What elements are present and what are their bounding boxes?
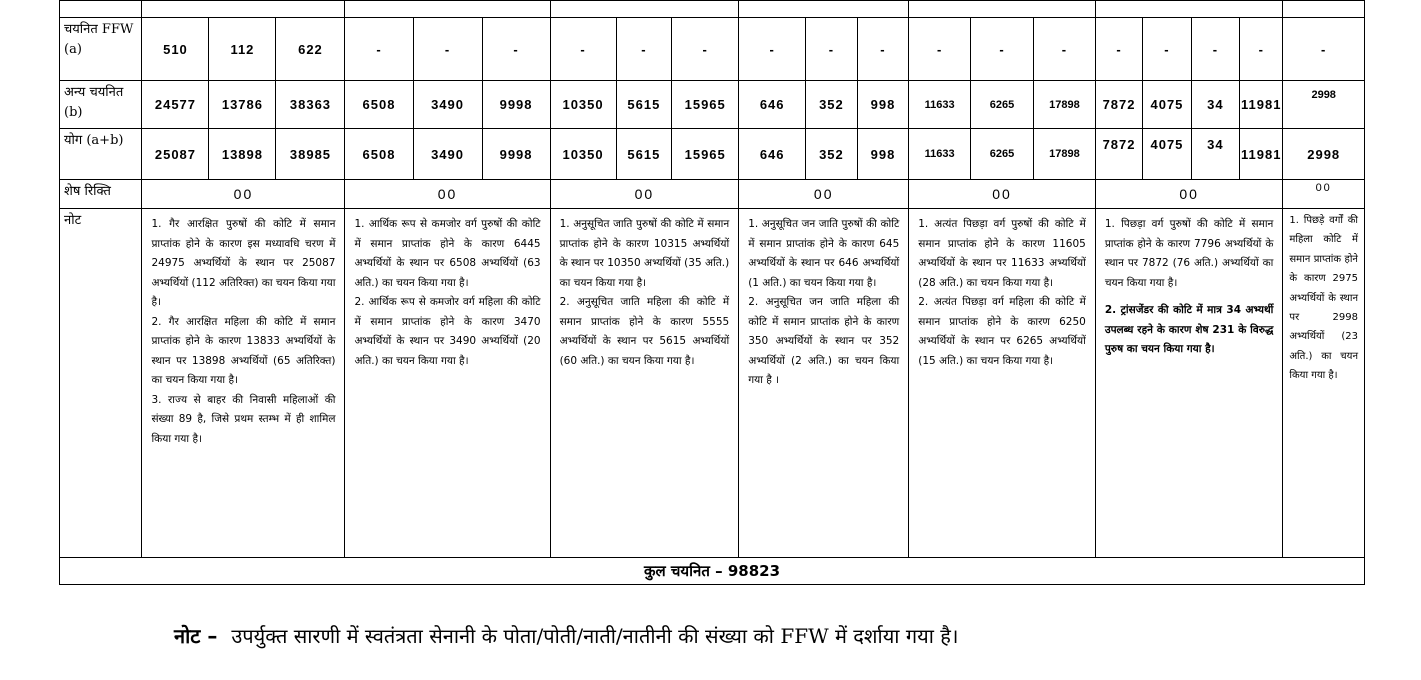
note-item-transgender: 2. ट्रांसजेंडर की कोटि में मात्र 34 अभ्यर्थी उपलब्ध रहने के कारण शेष 231 के विरुद्ध पुरुष का चयन किया गया है। [1104,304,1274,355]
row-grand-total [60,558,1365,585]
note-item: 1. अनुसूचित जन जाति पुरुषों की कोटि में समान प्राप्तांक होने के कारण 645 अभ्यर्थियों के स्थान पर 646 अभ्यर्थियों (1 अति.) का चयन किया गया है। [748,218,900,289]
remaining-cell: 00 [739,180,909,209]
value-cell: - [1240,18,1283,81]
footer-note-label: नोट – [174,624,218,648]
note-bc [1095,209,1283,558]
note-item: 2. अनुसूचित जन जाति महिला की कोटि में समान प्राप्तांक होने के कारण 350 अभ्यर्थियों के स्थान पर 352 अभ्यर्थियों (2 अति.) का चयन किया गया है । [748,296,900,386]
value-cell: 646 [739,129,806,180]
row-label-ffw: चयनित FFW (a) [60,18,142,81]
value-cell: 6508 [345,81,413,129]
note-item: 3. राज्य से बाहर की निवासी महिलाओं की संख्या 89 है, जिसे प्रथम स्तम्भ में ही शामिल किया गया है। [151,393,336,445]
remaining-cell: 00 [1095,180,1283,209]
stub-cell [345,1,550,18]
value-cell: 7872 [1095,81,1142,129]
note-item: 2. अनुसूचित जाति महिला की कोटि में समान प्राप्तांक होने के कारण 5555 अभ्यर्थियों के स्थान पर 5615 अभ्यर्थियों (60 अति.) का चयन किया गया है। [559,296,730,367]
note-st [739,209,909,558]
row-label-other: अन्य चयनित (b) [60,81,142,129]
remaining-cell: 00 [345,180,550,209]
value-cell: - [1033,18,1095,81]
note-item: 2. आर्थिक रूप से कमजोर वर्ग महिला की कोटि में समान प्राप्तांक होने के कारण 3470 अभ्यर्थियों के स्थान पर 3490 अभ्यर्थियों (20 अति.) का चयन किया गया है। [354,296,541,367]
value-cell: 24577 [142,81,209,129]
value-cell: 4075 [1143,81,1191,129]
stub-cell [550,1,739,18]
value-cell: 15965 [672,81,739,129]
value-cell: - [909,18,971,81]
value-cell: - [413,18,482,81]
note-item: 1. अनुसूचित जाति पुरुषों की कोटि में समान प्राप्तांक होने के कारण 10315 अभ्यर्थियों के स्थान पर 10350 अभ्यर्थियों (35 अति.) का चयन किया गया है। [559,218,730,289]
value-cell: 11633 [909,129,971,180]
value-cell: 352 [806,129,858,180]
value-cell: - [1143,18,1191,81]
value-cell: - [550,18,616,81]
value-cell: 6508 [345,129,413,180]
value-cell: 3490 [413,129,482,180]
value-cell: - [806,18,858,81]
value-cell: 5615 [616,129,672,180]
value-cell: - [672,18,739,81]
value-cell: - [971,18,1034,81]
value-cell: 2998 [1283,129,1365,180]
stub-cell [60,1,142,18]
value-cell: 17898 [1033,81,1095,129]
value-cell: 4075 [1143,129,1191,180]
stub-cell [909,1,1096,18]
value-cell: 11981 [1240,81,1283,129]
value-cell: 10350 [550,129,616,180]
row-label-total: योग (a+b) [60,129,142,180]
value-cell: - [1283,18,1365,81]
selection-summary-table [59,0,1365,585]
remaining-cell: 00 [142,180,345,209]
value-cell: - [482,18,550,81]
value-cell: 9998 [482,129,550,180]
value-cell: 38363 [276,81,345,129]
note-item: 2. गैर आरक्षित महिला की कोटि में समान प्राप्तांक होने के कारण 13833 अभ्यर्थियों के स्थान पर 13898 अभ्यर्थियों (65 अतिरिक्त) का चयन किया गया है। [151,315,336,386]
grand-total: कुल चयनित – 98823 [60,558,1365,585]
value-cell: 13898 [209,129,276,180]
value-cell: 622 [276,18,345,81]
value-cell: 112 [209,18,276,81]
row-label-remaining: शेष रिक्ति [60,180,142,209]
value-cell: - [616,18,672,81]
row-notes [60,209,1365,558]
header-stub-row [60,1,1365,18]
note-ews [345,209,550,558]
value-cell: - [739,18,806,81]
row-total [60,129,1365,180]
row-ffw [60,18,1365,81]
row-remaining [60,180,1365,209]
value-cell: 38985 [276,129,345,180]
remaining-cell: 00 [550,180,739,209]
value-cell: 11633 [909,81,971,129]
value-cell: 646 [739,81,806,129]
value-cell: 5615 [616,81,672,129]
value-cell: 510 [142,18,209,81]
note-item: 1. आर्थिक रूप से कमजोर वर्ग पुरुषों की कोटि में समान प्राप्तांक होने के कारण 6445 अभ्यर्थियों के स्थान पर 6508 अभ्यर्थियों (63 अति.) का चयन किया गया है। [354,218,541,289]
remaining-cell: 00 [909,180,1096,209]
note-item: 2. अत्यंत पिछड़ा वर्ग महिला की कोटि में समान प्राप्तांक होने के कारण 6250 अभ्यर्थियों के स्थान पर 6265 अभ्यर्थियों (15 अति.) का चयन किया गया है। [918,296,1086,367]
value-cell: 34 [1191,129,1239,180]
stub-cell [1095,1,1283,18]
value-cell: 998 [857,81,909,129]
value-cell: - [1191,18,1239,81]
note-ebc [909,209,1096,558]
value-cell: 6265 [971,81,1034,129]
note-bc-women: 1. पिछड़े वर्गों की महिला कोटि में समान प्राप्तांक होने के कारण 2975 अभ्यर्थियों के स्थान पर 2998 अभ्यर्थियों (23 अति.) का चयन किया गया है। [1283,209,1365,558]
remaining-cell: 00 [1283,180,1365,209]
value-cell: 10350 [550,81,616,129]
stub-cell [1283,1,1365,18]
note-unreserved [142,209,345,558]
value-cell: 7872 [1095,129,1142,180]
value-cell: - [1095,18,1142,81]
note-item: 1. पिछड़ा वर्ग पुरुषों की कोटि में समान प्राप्तांक होने के कारण 7796 अभ्यर्थियों के स्थान पर 7872 (76 अति.) अभ्यर्थियों का चयन किया गया है। [1104,218,1274,289]
value-cell: 998 [857,129,909,180]
value-cell: 3490 [413,81,482,129]
stub-cell [739,1,909,18]
value-cell: 6265 [971,129,1034,180]
note-item: 1. गैर आरक्षित पुरुषों की कोटि में समान प्राप्तांक होने के कारण इस मध्यावधि चरण में 24975 अभ्यर्थियों के स्थान पर 25087 अभ्यर्थियों (112 अतिरिक्त) का चयन किया गया है। [151,218,336,308]
value-cell: 11981 [1240,129,1283,180]
value-cell: 34 [1191,81,1239,129]
value-cell: 15965 [672,129,739,180]
value-cell: 352 [806,81,858,129]
value-cell: 25087 [142,129,209,180]
note-item: 1. अत्यंत पिछड़ा वर्ग पुरुषों की कोटि में समान प्राप्तांक होने के कारण 11605 अभ्यर्थियों के स्थान पर 11633 अभ्यर्थियों (28 अति.) का चयन किया गया है। [918,218,1086,289]
value-cell: 9998 [482,81,550,129]
value-cell: - [345,18,413,81]
value-cell: 13786 [209,81,276,129]
footer-note [174,622,958,649]
footer-note-text: उपर्युक्त सारणी में स्वतंत्रता सेनानी के पोता/पोती/नाती/नातीनी की संख्या को FFW में दर्शाया गया है। [231,624,959,648]
stub-cell [142,1,345,18]
row-label-notes: नोट [60,209,142,558]
value-cell: 17898 [1033,129,1095,180]
row-other [60,81,1365,129]
value-cell: - [857,18,909,81]
value-cell: 2998 [1283,81,1365,129]
note-sc [550,209,739,558]
